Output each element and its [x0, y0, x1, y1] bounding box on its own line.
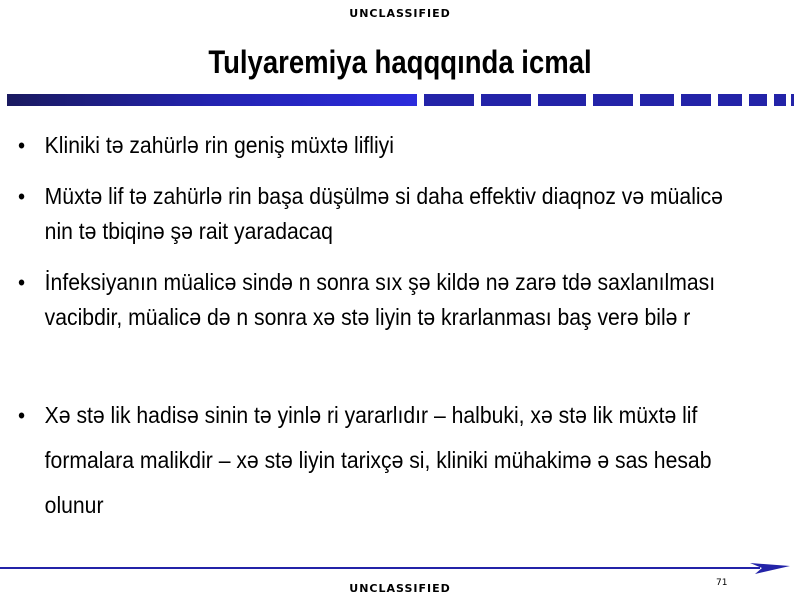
bottom-classification-label: UNCLASSIFIED	[349, 582, 451, 595]
bullet-marker: •	[18, 270, 26, 295]
footer-arrow-line	[0, 562, 800, 576]
title-decorative-bar	[7, 94, 794, 106]
bullet-text: Kliniki tə zahürlə rin geniş müxtə lifliyi	[44, 132, 394, 158]
bullet-marker: •	[18, 403, 26, 428]
bullet-marker: •	[18, 184, 26, 209]
bullet-item	[18, 179, 726, 249]
top-classification-label: UNCLASSIFIED	[349, 7, 451, 20]
bullet-item	[18, 393, 726, 528]
bullet-text: Müxtə lif tə zahürlə rin başa düşülmə si daha effektiv diaqnoz və müalicə nin tə tbiqinə şə rait yaradacaq	[44, 183, 723, 244]
bullet-item	[18, 128, 726, 163]
bullet-marker: •	[18, 133, 26, 158]
bullet-text: Xə stə lik hadisə sinin tə yinlə ri yararlıdır – halbuki, xə stə lik müxtə lif formalara malikdir – xə stə liyin tarixçə si, kliniki mühakimə ə sas hesab olunur	[44, 402, 712, 518]
bullet-text: İnfeksiyanın müalicə sində n sonra sıx şə kildə nə zarə tdə saxlanılması vacibdir, müalicə də n sonra xə stə liyin tə krarlanması baş verə bilə r	[44, 269, 716, 330]
bullet-item	[18, 265, 726, 335]
page-number: 71	[716, 578, 728, 588]
slide-title: Tulyaremiya haqqqında icmal	[208, 44, 592, 80]
